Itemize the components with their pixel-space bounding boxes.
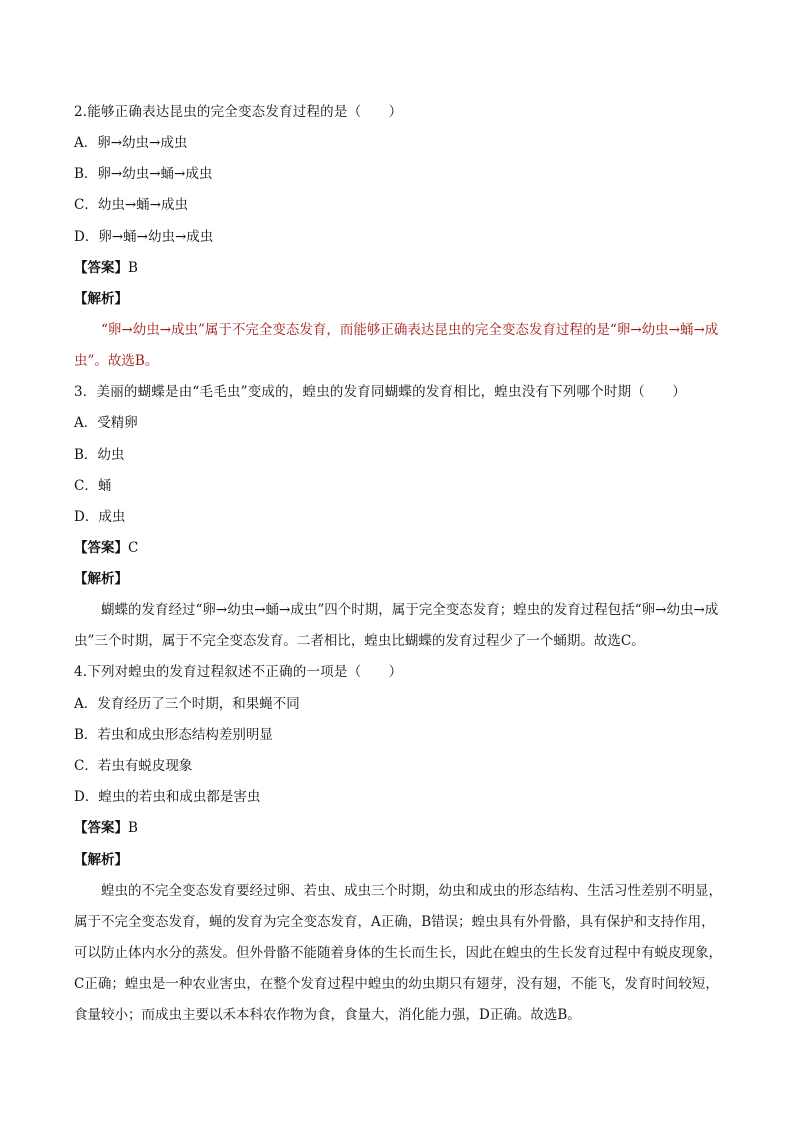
question-2-stem: 2.能够正确表达昆虫的完全变态发育过程的是（ ） <box>74 104 403 120</box>
question-2-option-c: C．幼虫→蛹→成虫 <box>74 197 188 213</box>
question-2-answer <box>74 258 734 278</box>
question-2-analysis: “卵→幼虫→成虫”属于不完全变态发育，而能够正确表达昆虫的完全变态发育过程的是“卵→幼虫→蛹→成虫”。故选B。 <box>74 322 719 369</box>
question-4-option-c: C．若虫有蜕皮现象 <box>74 758 193 774</box>
answer-value: B <box>128 260 138 276</box>
question-3-option-c: C．蛹 <box>74 478 112 494</box>
question-4-answer <box>74 818 734 838</box>
answer-value: C <box>128 540 139 556</box>
answer-value: B <box>128 820 138 836</box>
question-4-analysis-label: 【解析】 <box>74 852 128 868</box>
question-3-stem: 3．美丽的蝴蝶是由“毛毛虫”变成的，蝗虫的发育同蝴蝶的发育相比，蝗虫没有下列哪个时期（ ） <box>74 384 687 400</box>
question-3-analysis: 蝴蝶的发育经过“卵→幼虫→蛹→成虫”四个时期，属于完全变态发育；蝗虫的发育过程包括“卵→幼虫→成虫”三个时期，属于不完全变态发育。二者相比，蝗虫比蝴蝶的发育过程少了一个蛹期。故选C。 <box>74 602 719 649</box>
question-2-analysis-label: 【解析】 <box>74 291 128 307</box>
answer-label: 【答案】 <box>74 260 128 276</box>
question-4-option-d: D．蝗虫的若虫和成虫都是害虫 <box>74 789 261 805</box>
question-3-option-d: D．成虫 <box>74 509 126 525</box>
question-2-option-a: A．卵→幼虫→成虫 <box>74 135 188 151</box>
question-4-analysis: 蝗虫的不完全变态发育要经过卵、若虫、成虫三个时期，幼虫和成虫的形态结构、生活习性差别不明显，属于不完全变态发育，蝇的发育为完全变态发育，A正确，B错误；蝗虫具有外骨骼，具有保护和支持作用，可以防止体内水分的蒸发。但外骨骼不能随着身体的生长而生长，因此在蝗虫的生长发育过程中有蜕皮现象，C正确；蝗虫是一种农业害虫，在整个发育过程中蝗虫的幼虫期只有翅芽，没有翅，不能飞，发育时间较短，食量较小；而成虫主要以禾本科农作物为食，食量大，消化能力强，D正确。故选B。 <box>74 883 722 1023</box>
question-3-option-b: B．幼虫 <box>74 447 125 463</box>
question-4-option-b: B．若虫和成虫形态结构差别明显 <box>74 727 273 743</box>
question-2-option-b: B．卵→幼虫→蛹→成虫 <box>74 166 213 182</box>
question-4-option-a: A．发育经历了三个时期，和果蝇不同 <box>74 696 300 712</box>
question-2-option-d: D．卵→蛹→幼虫→成虫 <box>74 229 214 245</box>
question-3-option-a: A．受精卵 <box>74 415 138 431</box>
answer-label: 【答案】 <box>74 820 128 836</box>
question-3-answer <box>74 538 734 558</box>
question-3-analysis-label: 【解析】 <box>74 571 128 587</box>
answer-label: 【答案】 <box>74 540 128 556</box>
question-4-stem: 4.下列对蝗虫的发育过程叙述不正确的一项是（ ） <box>74 664 403 680</box>
